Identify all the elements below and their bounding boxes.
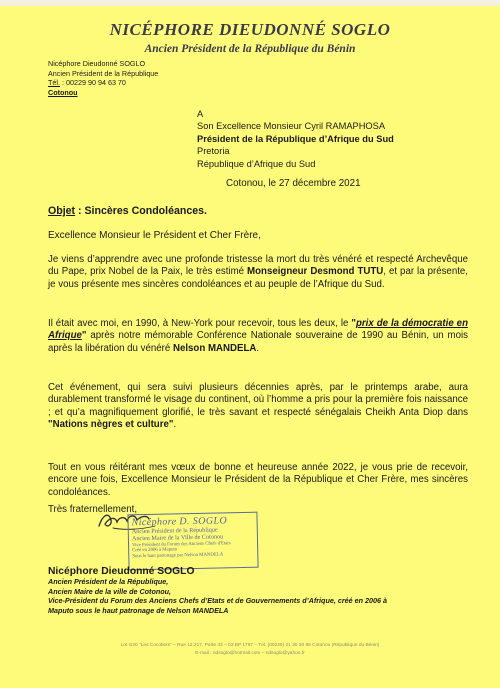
signatory-title-1: Ancien Président de la République, bbox=[48, 577, 169, 586]
subject-text: : Sincères Condoléances. bbox=[75, 205, 207, 217]
sender-phone-value: : 00229 90 94 63 70 bbox=[61, 78, 126, 88]
signatory-title-4: Maputo sous le haut patronage de Nelson MANDELA bbox=[48, 605, 229, 615]
signatory-name: Nicéphore Dieudonné SOGLO bbox=[48, 566, 195, 577]
signatory-title-2: Ancien Maire de la ville de Cotonou, bbox=[48, 586, 172, 596]
signature-block bbox=[48, 566, 387, 615]
p3-text-2: . bbox=[173, 419, 177, 431]
p2-text-2: après notre mémorable Conférence Nationale souveraine de 1990 au Bénin, un mois après la libération du vénéré bbox=[48, 330, 468, 354]
stamp-line-3: Vice Président du Forum des Anciens Chefs d'Etats bbox=[132, 541, 231, 549]
stamp-line-2: Ancien Maire de la Ville de Cotonou bbox=[131, 533, 224, 543]
stamp-line-1: Ancien Président de la République bbox=[131, 526, 218, 536]
recipient-block bbox=[197, 108, 394, 170]
sender-phone-label: Tél. bbox=[48, 78, 60, 88]
paper-top-edge bbox=[0, 0, 500, 6]
subject-line bbox=[48, 205, 207, 217]
paragraph-1 bbox=[48, 254, 468, 291]
p3-bold-title: "Nations nègres et culture" bbox=[48, 419, 174, 431]
official-stamp bbox=[127, 512, 258, 571]
recipient-line1: Son Excellence Monsieur Cyril RAMAPHOSA bbox=[197, 121, 386, 132]
signatory-title-3: Vice-Président du Forum des Anciens Chefs d’Etats et de Gouvernements d’Afrique, créé en 2006 à bbox=[48, 596, 387, 606]
stamp-line-5: Sous le haut patronage par Nelson MANDELA bbox=[132, 552, 224, 560]
footer-address: Lot G20 "Les Cocotiers" – Rue 12.217, Porte 43 – 03 BP 1797 – Tél. (00229) 21 30 30 66 Cotonou (République du Bénin) bbox=[120, 643, 380, 648]
letterhead-name: NICÉPHORE DIEUDONNÉ SOGLO bbox=[109, 20, 391, 39]
sender-phone bbox=[48, 78, 158, 88]
recipient-line4: République d’Afrique du Sud bbox=[197, 158, 316, 169]
p1-text-1: Je viens d’apprendre avec une profonde tristesse la mort du très vénéré et respecté Archevêque du Pape, prix Nobel de la Paix, le très estimé bbox=[48, 254, 468, 278]
recipient-line3: Pretoria bbox=[197, 146, 230, 157]
salutation: Excellence Monsieur le Président et Cher Frère, bbox=[48, 230, 261, 241]
p2-bold-name: Nelson MANDELA bbox=[172, 342, 257, 354]
sender-block bbox=[48, 59, 158, 97]
p2-text-1: Il était avec moi, en 1990, à New-York pour recevoir, tous les deux, le bbox=[48, 318, 352, 329]
sender-city: Cotonou bbox=[48, 87, 78, 97]
stamp-name: Nicéphore D. SOGLO bbox=[131, 515, 228, 529]
p2-prize-name: prix de la démocratie en Afrique bbox=[48, 318, 468, 342]
letter-date: Cotonou, le 27 décembre 2021 bbox=[226, 178, 361, 189]
p3-text-1: Cet événement, qui sera suivi plusieurs décennies après, par le printemps arabe, aura durablement transformé le visage du continent, où l’homme a pris pour la première fois naissance ; et qu’a magnifiquement glorifié, le très savant et respecté sénégalais Cheikh Anta Diop dans bbox=[48, 382, 468, 418]
closing-line: Très fraternellement, bbox=[48, 504, 138, 515]
subject-label: Objet bbox=[48, 205, 76, 217]
p1-text-2: , et par la présente, je vous présente mes sincères condoléances et au peuple de l’Afrique du Sud. bbox=[48, 266, 468, 290]
sender-name: Nicéphore Dieudonné SOGLO bbox=[48, 59, 146, 68]
sender-title: Ancien Président de la République bbox=[48, 68, 159, 78]
recipient-a: A bbox=[197, 109, 204, 119]
p1-bold-name: Monseigneur Desmond TUTU bbox=[247, 266, 384, 278]
paragraph-3 bbox=[48, 382, 468, 432]
footer-email: E-mail : ndsoglo@hotmail.com – ndsoglo@yahoo.fr bbox=[195, 651, 305, 656]
letterhead-title: Ancien Président de la République du Bénin bbox=[144, 43, 356, 55]
paragraph-4: Tout en vous réitérant mes vœux de bonne et heureuse année 2022, je vous prie de recevoir, encore une fois, Excellence Monsieur le Président de la République et Cher Frère, mes sincères condoléances. bbox=[48, 462, 468, 498]
paragraph-2 bbox=[48, 318, 468, 355]
recipient-line2: Président de la République d’Afrique du Sud bbox=[197, 133, 394, 144]
stamp-line-4: Créé en 2006 à Maputo bbox=[132, 547, 178, 554]
p2-quote-open: " bbox=[351, 318, 356, 329]
p2-quote-close: " bbox=[81, 330, 87, 342]
p2-text-3: . bbox=[256, 342, 260, 354]
